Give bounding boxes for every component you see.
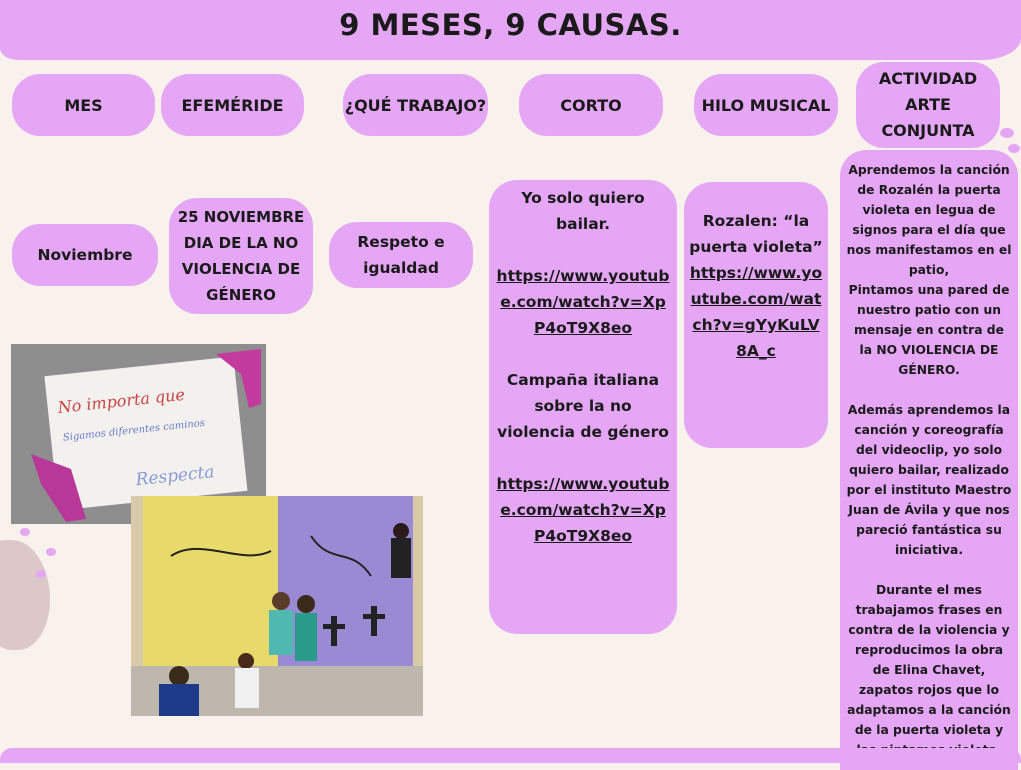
decoration-dot <box>1008 144 1020 153</box>
poster-text-2: Sigamos diferentes caminos <box>62 417 206 444</box>
mural-photo <box>131 496 423 716</box>
hilo-title: Rozalen: “la puerta violeta” <box>689 212 823 256</box>
decoration-dot <box>20 528 30 536</box>
cell-actividad <box>840 150 1018 770</box>
page-title: 9 MESES, 9 CAUSAS. <box>339 8 682 42</box>
cell-que-trabajo: Respeto e igualdad <box>329 222 473 288</box>
header-corto: CORTO <box>519 74 663 136</box>
decoration-dot <box>36 570 46 578</box>
corto-title-2: Campaña italiana sobre la no violencia de género <box>497 371 669 441</box>
decoration-blob <box>0 540 50 650</box>
bottom-strip <box>0 748 1021 763</box>
header-efemeride: EFEMÉRIDE <box>161 74 304 136</box>
cell-hilo-musical <box>684 182 828 448</box>
header-actividad: ACTIVIDAD ARTE CONJUNTA <box>856 62 1000 148</box>
decoration-dot <box>46 548 56 556</box>
actividad-p4: Durante el mes trabajamos frases en contra de la violencia y reproducimos la obra de Elina Chavet, zapatos rojos que lo adaptamos a la canción de la puerta violeta y <box>847 583 1011 737</box>
poster-text-1: No importa que <box>56 384 186 418</box>
header-hilo-musical: HILO MUSICAL <box>694 74 838 136</box>
corto-title-1: Yo solo quiero bailar. <box>521 189 645 233</box>
actividad-p2: Pintamos una pared de nuestro patio con un mensaje en contra de la NO VIOLENCIA DE GÉNERO. <box>848 283 1010 377</box>
hilo-link[interactable]: https://www.youtube.com/watch?v=gYyKuLV8A_c <box>689 264 823 360</box>
corto-link-1[interactable]: https://www.youtube.com/watch?v=XpP4oT9X8eo <box>496 267 670 337</box>
header-mes: MES <box>12 74 155 136</box>
corto-link-2[interactable]: https://www.youtube.com/watch?v=XpP4oT9X8eo <box>496 475 670 545</box>
actividad-p3: Además aprendemos la canción y coreografía del videoclip, yo solo quiero bailar, realizado por el instituto Maestro Juan de Ávila y que nos pareció fantástica su iniciativa. <box>846 403 1012 557</box>
actividad-p1: Aprendemos la canción de Rozalén la puerta violeta en legua de signos para el día que nos manifestamos en el patio, <box>846 163 1012 277</box>
poster-text-3: Respecta <box>134 462 216 491</box>
header-que-trabajo: ¿QUÉ TRABAJO? <box>343 74 488 136</box>
cell-corto <box>489 180 677 634</box>
cell-mes: Noviembre <box>12 224 158 286</box>
decoration-dot <box>1000 128 1014 138</box>
cell-efemeride: 25 NOVIEMBRE DIA DE LA NO VIOLENCIA DE GÉNERO <box>169 198 313 314</box>
